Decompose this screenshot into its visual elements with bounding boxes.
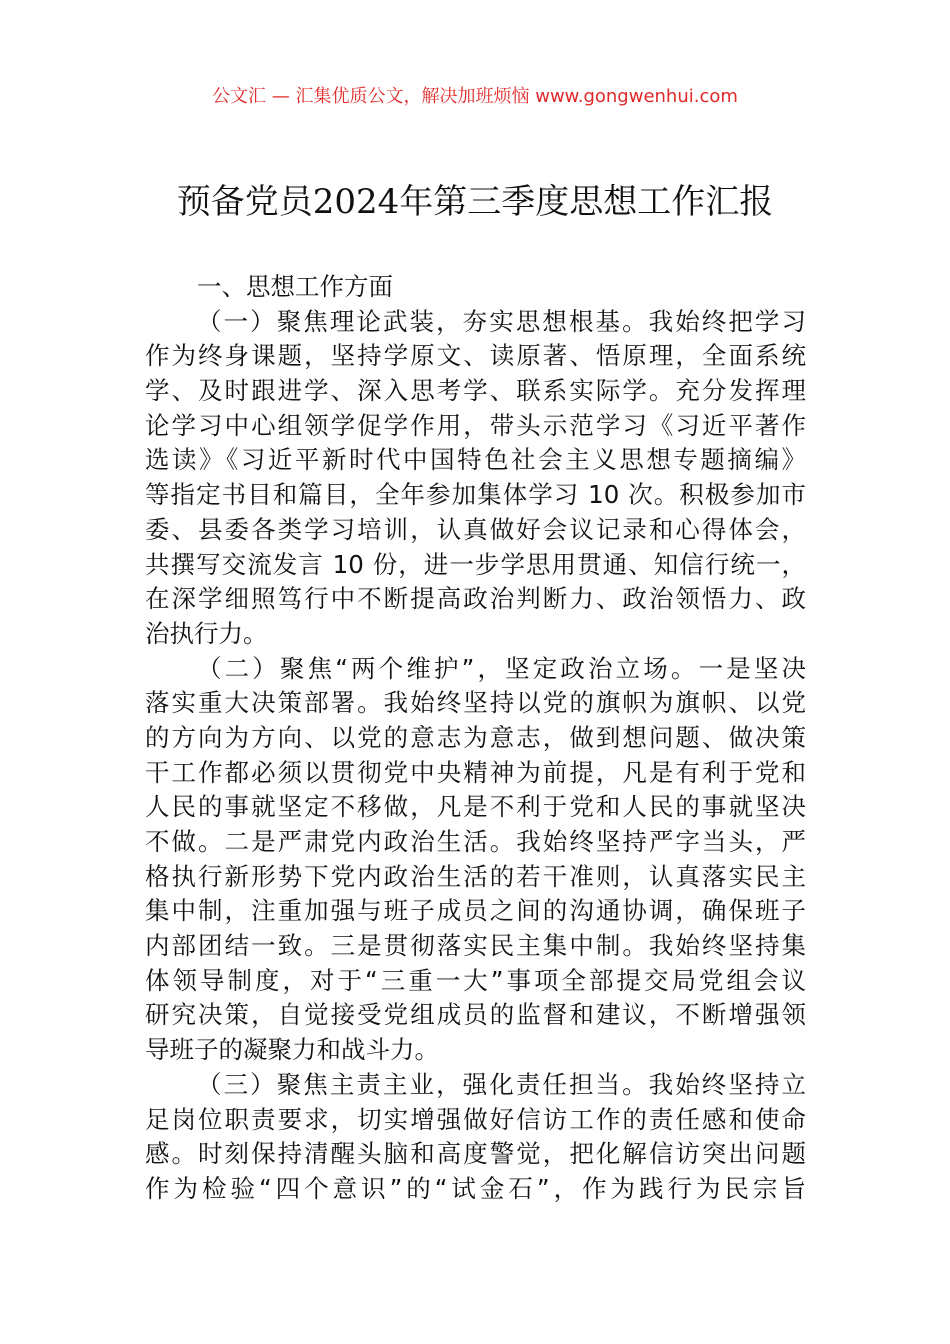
text-line: 等指定书目和篇目，全年参加集体学习 10 次。积极参加市 [145, 480, 806, 510]
paragraph [145, 305, 806, 652]
text-line: 格执行新形势下党内政治生活的若干准则，认真落实民主 [145, 861, 806, 891]
text-line: （一）聚焦理论武装，夯实思想根基。我始终把学习 [197, 306, 806, 336]
text-line: 作为检验“四个意识”的“试金石”，作为践行为民宗旨 [145, 1173, 806, 1203]
text-line: 人民的事就坚定不移做，凡是不利于党和人民的事就坚决 [145, 792, 806, 822]
paragraph [145, 1068, 806, 1207]
text-line: 不做。二是严肃党内政治生活。我始终坚持严字当头，严 [145, 827, 806, 856]
document-title: 预备党员2024年第三季度思想工作汇报 [176, 182, 774, 222]
text-line: （二）聚焦“两个维护”，坚定政治立场。一是坚决 [197, 653, 806, 683]
text-line: （三）聚焦主责主业，强化责任担当。我始终坚持立 [197, 1069, 806, 1099]
text-line: 感。时刻保持清醒头脑和高度警觉，把化解信访突出问题 [145, 1139, 806, 1169]
paragraph [145, 652, 806, 1068]
text-line: 论学习中心组领学促学作用，带头示范学习《习近平著作 [145, 410, 806, 440]
text-line: 研究决策，自觉接受党组成员的监督和建议，不断增强领 [145, 1000, 806, 1030]
text-line: 在深学细照笃行中不断提高政治判断力、政治领悟力、政 [145, 584, 806, 614]
text-line: 一、思想工作方面 [197, 272, 393, 301]
section-heading [145, 270, 806, 305]
text-line: 治执行力。 [145, 618, 268, 648]
text-line: 作为终身课题，坚持学原文、读原著、悟原理，全面系统 [145, 341, 806, 371]
text-line: 委、县委各类学习培训，认真做好会议记录和心得体会， [145, 514, 806, 544]
text-line: 集中制，注重加强与班子成员之间的沟通协调，确保班子 [145, 896, 806, 926]
watermark-header: 公文汇 — 汇集优质公文，解决加班烦恼 www.gongwenhui.com [212, 86, 738, 107]
text-line: 的方向为方向、以党的意志为意志，做到想问题、做决策 [145, 722, 806, 752]
text-line: 选读》《习近平新时代中国特色社会主义思想专题摘编》 [145, 445, 806, 475]
document-body [145, 270, 806, 1207]
text-line: 学、及时跟进学、深入思考学、联系实际学。充分发挥理 [145, 376, 806, 406]
text-line: 干工作都必须以贯彻党中央精神为前提，凡是有利于党和 [145, 757, 806, 787]
text-line: 足岗位职责要求，切实增强做好信访工作的责任感和使命 [145, 1104, 806, 1134]
text-line: 落实重大决策部署。我始终坚持以党的旗帜为旗帜、以党 [145, 688, 806, 718]
text-line: 导班子的凝聚力和战斗力。 [145, 1035, 439, 1065]
text-line: 体领导制度，对于“三重一大”事项全部提交局党组会议 [145, 965, 806, 995]
text-line: 共撰写交流发言 10 份，进一步学思用贯通、知信行统一， [145, 549, 806, 579]
text-line: 内部团结一致。三是贯彻落实民主集中制。我始终坚持集 [145, 931, 806, 961]
